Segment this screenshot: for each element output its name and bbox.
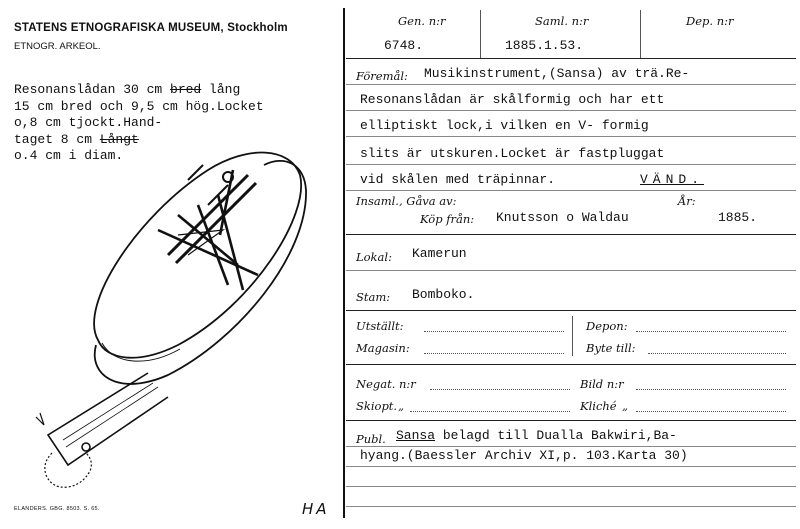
negat-label: Negat. n:r bbox=[356, 377, 416, 391]
foremal-line-4: slits är utskuren.Locket är fastpluggat bbox=[360, 146, 665, 161]
bowl-outline bbox=[95, 161, 306, 384]
foremal-line-2: Resonanslådan är skålformig och har ett bbox=[360, 92, 665, 107]
stam-label: Stam: bbox=[356, 290, 391, 304]
kliche-ditto: „ bbox=[622, 399, 628, 413]
handle-hole bbox=[82, 443, 90, 451]
sansa-drawing bbox=[28, 135, 338, 495]
publ-sansa: Sansa bbox=[396, 428, 436, 443]
desc-line1-post: lång bbox=[201, 82, 241, 97]
kop-value: Knutsson o Waldau bbox=[496, 210, 629, 225]
handwritten-initials: HA bbox=[302, 500, 330, 518]
string-loop bbox=[45, 453, 91, 487]
desc-line4-pre: taget 8 cm bbox=[14, 131, 100, 147]
byte-label: Byte till: bbox=[586, 341, 636, 355]
bild-label: Bild n:r bbox=[580, 377, 624, 391]
kop-year: 1885. bbox=[718, 210, 758, 225]
publ-line-1 bbox=[396, 428, 677, 443]
foremal-line-5: vid skålen med träpinnar. bbox=[360, 172, 556, 187]
card-divider bbox=[343, 8, 345, 518]
insaml-label: Insaml., Gåva av: bbox=[356, 194, 457, 208]
publ-label: Publ. bbox=[356, 432, 386, 446]
dep-label: Dep. n:r bbox=[686, 14, 734, 28]
magasin-label: Magasin: bbox=[356, 341, 410, 355]
department-label: ETNOGR. ARKEOL. bbox=[14, 41, 101, 52]
foremal-line-3: elliptiskt lock,i vilken en V- formig bbox=[360, 118, 649, 133]
desc-struck-word: bred bbox=[170, 82, 202, 97]
desc-line2: 15 cm bred och 9,5 cm hög.Locket bbox=[14, 98, 264, 114]
saml-label: Saml. n:r bbox=[535, 14, 589, 28]
desc-line1-pre: Resonanslådan 30 cm bbox=[14, 82, 171, 97]
museum-title: STATENS ETNOGRAFISKA MUSEUM, Stockholm bbox=[14, 22, 288, 34]
arrow-icon bbox=[36, 413, 44, 425]
printer-mark: ELANDERS. GBG. 8503. S. 65. bbox=[14, 506, 100, 512]
depon-label: Depon: bbox=[586, 319, 628, 333]
handle-outline bbox=[48, 373, 168, 465]
vand-note: VÄND. bbox=[640, 172, 705, 187]
skiopt-ditto: „ bbox=[398, 399, 404, 413]
saml-number: 1885.1.53. bbox=[505, 38, 584, 53]
gen-label: Gen. n:r bbox=[398, 14, 446, 28]
ar-label: År: bbox=[678, 194, 696, 208]
kop-label: Köp från: bbox=[420, 212, 475, 226]
lid-outline bbox=[94, 153, 301, 358]
gen-number: 6748. bbox=[384, 38, 424, 53]
desc-line4-word: Långt bbox=[99, 131, 139, 147]
desc-line5: o.4 cm i diam. bbox=[14, 148, 124, 163]
lokal-value: Kamerun bbox=[412, 246, 467, 261]
publ-line-1-rest: belagd till Dualla Bakwiri,Ba- bbox=[435, 428, 677, 443]
lokal-label: Lokal: bbox=[356, 250, 392, 264]
kliche-label: Kliché bbox=[580, 399, 617, 413]
foremal-label: Föremål: bbox=[356, 69, 408, 83]
stam-value: Bomboko. bbox=[412, 287, 475, 302]
utstallt-label: Utställt: bbox=[356, 319, 404, 333]
foremal-line-1: Musikinstrument,(Sansa) av trä.Re- bbox=[424, 66, 690, 81]
desc-line3: o,8 cm tjockt.Hand- bbox=[14, 115, 163, 130]
skiopt-label: Skiopt. bbox=[356, 399, 398, 413]
publ-line-2: hyang.(Baessler Archiv XI,p. 103.Karta 30) bbox=[360, 448, 688, 463]
